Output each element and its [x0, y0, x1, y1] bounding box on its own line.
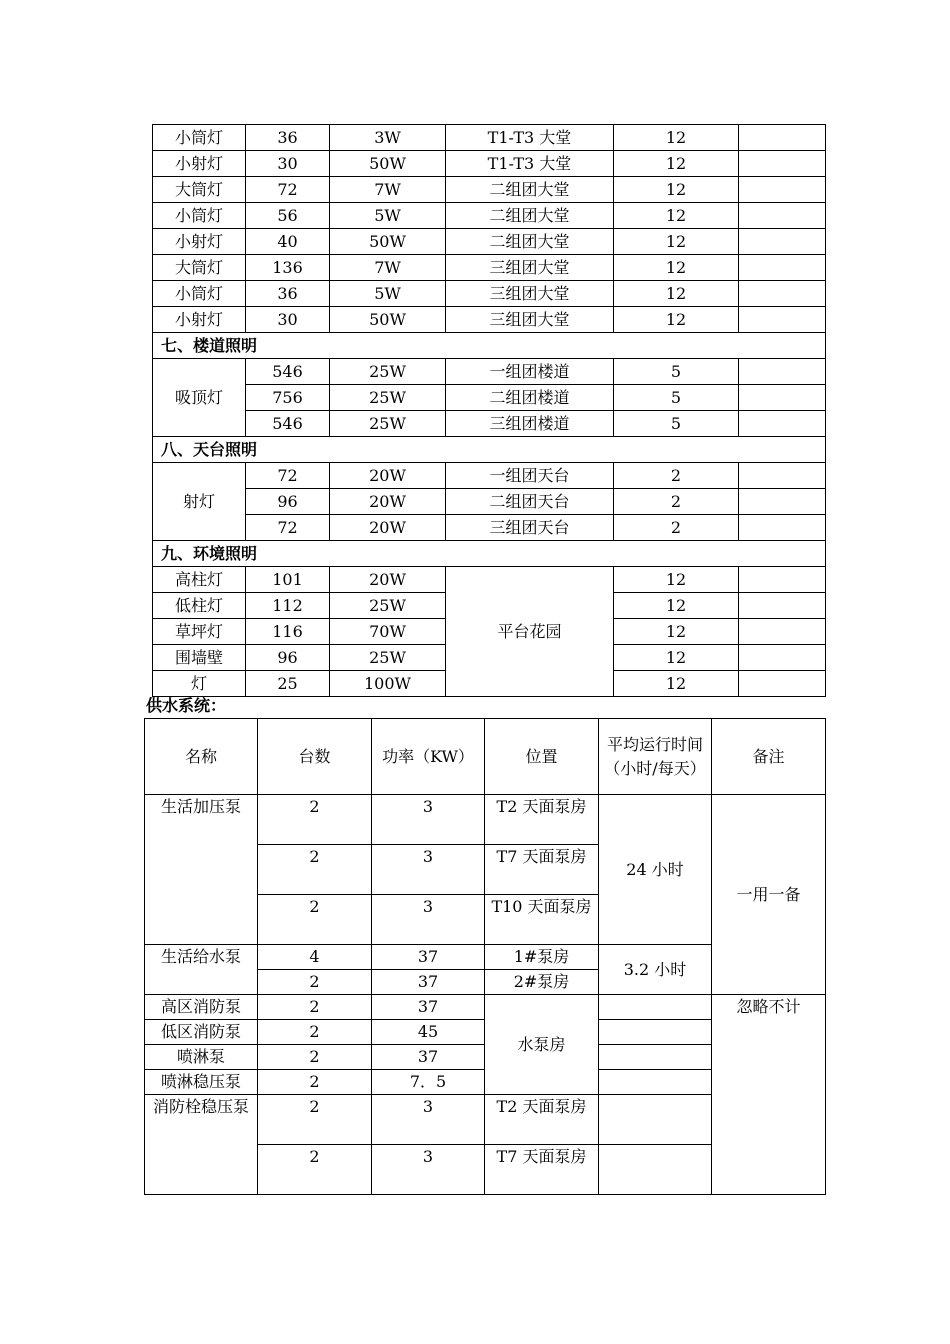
count-cell: 2: [258, 1045, 372, 1070]
hours-cell: 12: [614, 229, 739, 255]
table-row: [153, 437, 826, 463]
runtime-cell: 3.2 小时: [599, 945, 712, 995]
location-cell: 二组团大堂: [446, 229, 614, 255]
header-runtime: 平均运行时间（小时/每天）: [599, 719, 712, 795]
note-cell: [739, 203, 826, 229]
pump-name-cell: 喷淋稳压泵: [145, 1070, 258, 1095]
count-cell: 2: [258, 1020, 372, 1045]
note-cell: [739, 463, 826, 489]
note-cell: [739, 125, 826, 151]
runtime-cell: 24 小时: [599, 795, 712, 945]
runtime-cell: [599, 995, 712, 1020]
location-cell: 二组团楼道: [446, 385, 614, 411]
power-cell: 50W: [330, 229, 446, 255]
table-row: [153, 203, 826, 229]
power-cell: 37: [372, 970, 485, 995]
count-cell: 4: [258, 945, 372, 970]
table-row: [153, 411, 826, 437]
pump-name-cell: 生活加压泵: [145, 795, 258, 945]
power-cell: 37: [372, 1045, 485, 1070]
section-title: 七、楼道照明: [153, 333, 826, 359]
lamp-name-cell: 吸顶灯: [153, 359, 246, 437]
note-cell: [739, 515, 826, 541]
table-row: [153, 541, 826, 567]
location-cell: 水泵房: [485, 995, 599, 1095]
qty-cell: 72: [246, 463, 330, 489]
lamp-name-cell: 小射灯: [153, 151, 246, 177]
lamp-name-cell: 大筒灯: [153, 255, 246, 281]
count-cell: 2: [258, 795, 372, 845]
note-cell: 一用一备: [712, 795, 826, 995]
pump-name-cell: 生活给水泵: [145, 945, 258, 995]
power-cell: 20W: [330, 515, 446, 541]
section-title: 八、天台照明: [153, 437, 826, 463]
location-cell: 1#泵房: [485, 945, 599, 970]
note-cell: [739, 255, 826, 281]
note-cell: [739, 177, 826, 203]
runtime-cell: [599, 1070, 712, 1095]
hours-cell: 12: [614, 177, 739, 203]
table-row: [145, 995, 826, 1020]
power-cell: 20W: [330, 567, 446, 593]
lamp-name-cell: 射灯: [153, 463, 246, 541]
qty-cell: 36: [246, 125, 330, 151]
header-location: 位置: [485, 719, 599, 795]
note-cell: [739, 567, 826, 593]
table-row: [145, 719, 826, 795]
hours-cell: 12: [614, 671, 739, 697]
qty-cell: 36: [246, 281, 330, 307]
count-cell: 2: [258, 845, 372, 895]
lamp-name-cell: 草坪灯: [153, 619, 246, 645]
power-cell: 50W: [330, 151, 446, 177]
power-cell: 100W: [330, 671, 446, 697]
hours-cell: 12: [614, 151, 739, 177]
power-cell: 25W: [330, 359, 446, 385]
pump-name-cell: 低区消防泵: [145, 1020, 258, 1045]
location-cell: 二组团天台: [446, 489, 614, 515]
qty-cell: 116: [246, 619, 330, 645]
note-cell: [739, 489, 826, 515]
water-system-table: [144, 718, 826, 1195]
table-row: [153, 281, 826, 307]
qty-cell: 546: [246, 359, 330, 385]
qty-cell: 756: [246, 385, 330, 411]
qty-cell: 72: [246, 515, 330, 541]
note-cell: 忽略不计: [712, 995, 826, 1195]
note-cell: [739, 229, 826, 255]
power-cell: 3: [372, 845, 485, 895]
note-cell: [739, 385, 826, 411]
qty-cell: 96: [246, 489, 330, 515]
location-cell: 一组团楼道: [446, 359, 614, 385]
hours-cell: 2: [614, 515, 739, 541]
table-row: [153, 255, 826, 281]
location-cell: 三组团楼道: [446, 411, 614, 437]
power-cell: 7W: [330, 177, 446, 203]
table-row: [153, 177, 826, 203]
table-row: [153, 307, 826, 333]
location-cell: T10 天面泵房: [485, 895, 599, 945]
location-cell: T2 天面泵房: [485, 795, 599, 845]
hours-cell: 12: [614, 203, 739, 229]
table-row: [153, 125, 826, 151]
count-cell: 2: [258, 995, 372, 1020]
lamp-name-cell: 小筒灯: [153, 203, 246, 229]
note-cell: [739, 307, 826, 333]
note-cell: [739, 619, 826, 645]
hours-cell: 12: [614, 619, 739, 645]
location-cell: 2#泵房: [485, 970, 599, 995]
note-cell: [739, 151, 826, 177]
lamp-name-cell: 小射灯: [153, 307, 246, 333]
power-cell: 5W: [330, 203, 446, 229]
lighting-table: [152, 124, 826, 697]
count-cell: 2: [258, 1095, 372, 1145]
table-row: [153, 567, 826, 593]
qty-cell: 546: [246, 411, 330, 437]
hours-cell: 12: [614, 125, 739, 151]
location-cell: T1-T3 大堂: [446, 151, 614, 177]
hours-cell: 12: [614, 567, 739, 593]
note-cell: [739, 593, 826, 619]
power-cell: 25W: [330, 385, 446, 411]
power-cell: 20W: [330, 489, 446, 515]
hours-cell: 5: [614, 411, 739, 437]
power-cell: 3: [372, 1095, 485, 1145]
qty-cell: 112: [246, 593, 330, 619]
location-cell: 三组团大堂: [446, 307, 614, 333]
header-power: 功率（KW）: [372, 719, 485, 795]
hours-cell: 5: [614, 359, 739, 385]
lamp-name-cell: 灯: [153, 671, 246, 697]
table-row: [153, 151, 826, 177]
header-name: 名称: [145, 719, 258, 795]
note-cell: [739, 281, 826, 307]
power-cell: 37: [372, 995, 485, 1020]
count-cell: 2: [258, 1145, 372, 1195]
pump-name-cell: 消防栓稳压泵: [145, 1095, 258, 1195]
location-cell: T7 天面泵房: [485, 1145, 599, 1195]
hours-cell: 12: [614, 281, 739, 307]
location-cell: 一组团天台: [446, 463, 614, 489]
power-cell: 37: [372, 945, 485, 970]
runtime-cell: [599, 1045, 712, 1070]
note-cell: [739, 645, 826, 671]
lamp-name-cell: 围墙壁: [153, 645, 246, 671]
hours-cell: 2: [614, 489, 739, 515]
power-cell: 7．5: [372, 1070, 485, 1095]
table-row: [153, 359, 826, 385]
section-title: 九、环境照明: [153, 541, 826, 567]
location-cell: 三组团天台: [446, 515, 614, 541]
table-row: [145, 795, 826, 845]
table-row: [153, 333, 826, 359]
qty-cell: 101: [246, 567, 330, 593]
table-row: [153, 463, 826, 489]
table-row: [153, 229, 826, 255]
power-cell: 20W: [330, 463, 446, 489]
qty-cell: 72: [246, 177, 330, 203]
lamp-name-cell: 小筒灯: [153, 125, 246, 151]
pump-name-cell: 高区消防泵: [145, 995, 258, 1020]
hours-cell: 5: [614, 385, 739, 411]
power-cell: 25W: [330, 593, 446, 619]
table-row: [153, 385, 826, 411]
hours-cell: 2: [614, 463, 739, 489]
qty-cell: 30: [246, 307, 330, 333]
location-cell: T1-T3 大堂: [446, 125, 614, 151]
count-cell: 2: [258, 970, 372, 995]
count-cell: 2: [258, 1070, 372, 1095]
power-cell: 50W: [330, 307, 446, 333]
hours-cell: 12: [614, 645, 739, 671]
pump-name-cell: 喷淋泵: [145, 1045, 258, 1070]
power-cell: 5W: [330, 281, 446, 307]
table-row: [153, 489, 826, 515]
water-system-title: 供水系统：: [146, 696, 227, 715]
hours-cell: 12: [614, 307, 739, 333]
runtime-cell: [599, 1095, 712, 1145]
location-cell: 平台花园: [446, 567, 614, 697]
location-cell: 三组团大堂: [446, 255, 614, 281]
location-cell: T2 天面泵房: [485, 1095, 599, 1145]
qty-cell: 136: [246, 255, 330, 281]
note-cell: [739, 671, 826, 697]
power-cell: 7W: [330, 255, 446, 281]
location-cell: 二组团大堂: [446, 203, 614, 229]
hours-cell: 12: [614, 593, 739, 619]
location-cell: 三组团大堂: [446, 281, 614, 307]
lamp-name-cell: 低柱灯: [153, 593, 246, 619]
runtime-cell: [599, 1020, 712, 1045]
header-note: 备注: [712, 719, 826, 795]
qty-cell: 96: [246, 645, 330, 671]
power-cell: 3: [372, 895, 485, 945]
note-cell: [739, 411, 826, 437]
qty-cell: 40: [246, 229, 330, 255]
power-cell: 3: [372, 795, 485, 845]
table-row: [153, 515, 826, 541]
note-cell: [739, 359, 826, 385]
power-cell: 3W: [330, 125, 446, 151]
power-cell: 70W: [330, 619, 446, 645]
runtime-cell: [599, 1145, 712, 1195]
count-cell: 2: [258, 895, 372, 945]
lamp-name-cell: 小筒灯: [153, 281, 246, 307]
power-cell: 3: [372, 1145, 485, 1195]
lamp-name-cell: 高柱灯: [153, 567, 246, 593]
qty-cell: 25: [246, 671, 330, 697]
header-count: 台数: [258, 719, 372, 795]
power-cell: 25W: [330, 411, 446, 437]
hours-cell: 12: [614, 255, 739, 281]
power-cell: 25W: [330, 645, 446, 671]
lamp-name-cell: 小射灯: [153, 229, 246, 255]
qty-cell: 30: [246, 151, 330, 177]
qty-cell: 56: [246, 203, 330, 229]
power-cell: 45: [372, 1020, 485, 1045]
location-cell: 二组团大堂: [446, 177, 614, 203]
lamp-name-cell: 大筒灯: [153, 177, 246, 203]
location-cell: T7 天面泵房: [485, 845, 599, 895]
